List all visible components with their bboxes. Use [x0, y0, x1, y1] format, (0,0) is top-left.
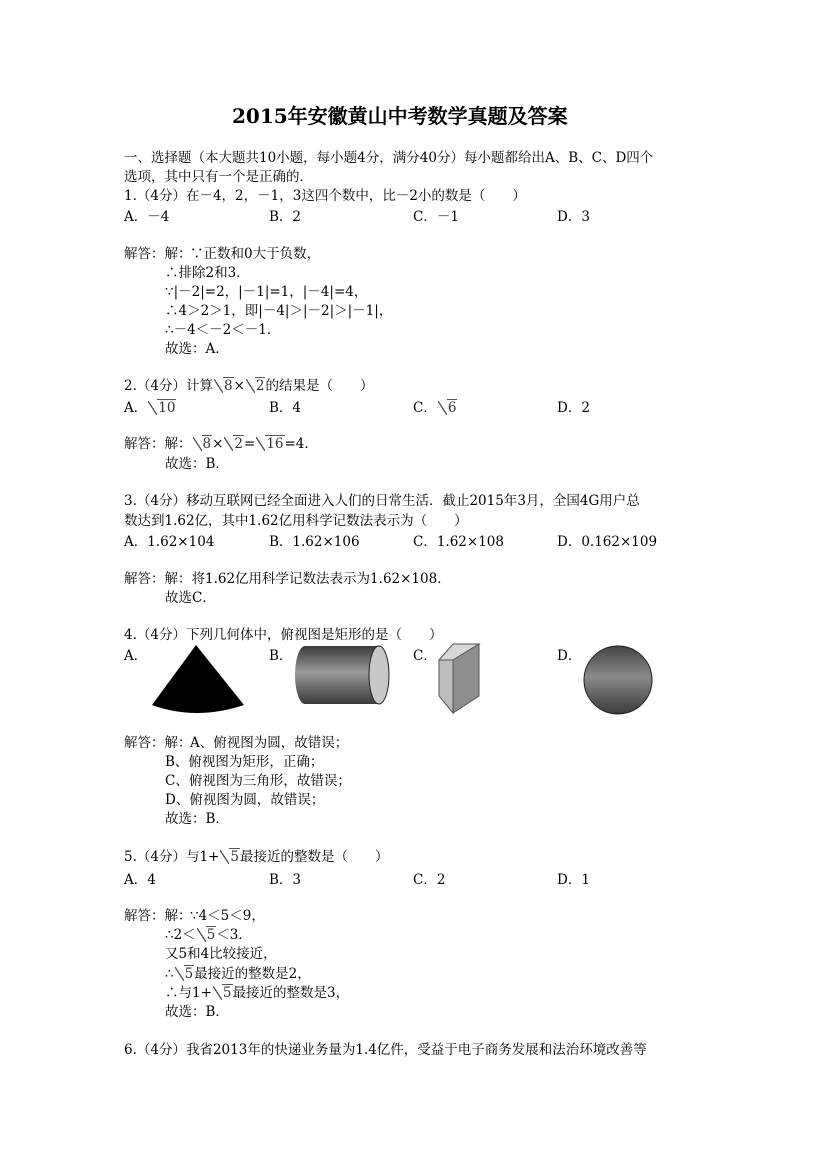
sqrt-symbol: [224, 435, 244, 453]
sphere-figure: [581, 644, 655, 718]
q5-line5-suffix: 最接近的整数是3，: [232, 985, 350, 1001]
q4-answer-line5: 故选：B．: [165, 811, 229, 827]
section-intro-line2: 选项，其中只有一个是正确的．: [124, 169, 313, 185]
q1-answer-line5: ∴－4＜－2＜－1．: [165, 322, 281, 338]
q4-option-d: D．: [557, 648, 582, 664]
q5-line2-radicand: 5: [206, 927, 216, 943]
q5-answer-line3: 又5和4比较接近，: [165, 946, 277, 962]
q1-option-b: B．2: [269, 209, 302, 225]
q3-stem-line1: 3.（4分）移动互联网已经全面进入人们的日常生活．截止2015年3月，全国4G用户总: [124, 493, 640, 509]
q5-line5-radicand: 5: [222, 985, 232, 1001]
sqrt-symbol: [220, 848, 240, 866]
q3-stem-line2: 数达到1.62亿，其中1.62亿用科学记数法表示为（ ）: [124, 513, 468, 529]
q5-line4-radicand: 5: [184, 966, 194, 982]
q2-option-a: [124, 399, 176, 417]
q2-stem: [124, 377, 373, 395]
q4-answer-line2: B、俯视图为矩形，正确；: [165, 754, 324, 770]
q4-answer-label: 解答：解：: [124, 735, 192, 751]
q2-option-d: D．2: [557, 400, 590, 416]
q5-line4-prefix: ∴: [165, 966, 174, 982]
q1-answer-line3: ∵|－2|=2，|－1|=1，|－4|=4，: [165, 284, 368, 300]
q4-option-a: A．: [124, 648, 148, 664]
q2-option-a-label: A．: [124, 400, 148, 416]
q3-option-d: D．0.162×109: [557, 534, 658, 550]
q2-radicand-1: 8: [223, 378, 233, 394]
q1-option-a: A．－4: [124, 209, 170, 225]
q1-option-d: D．3: [557, 209, 590, 225]
q2-stem-suffix: 的结果是（ ）: [265, 378, 374, 394]
sqrt-symbol: [256, 435, 284, 453]
q5-answer-line5: [165, 984, 349, 1002]
sqrt-symbol: [175, 965, 195, 983]
q3-answer-line1: 解答：解：将1.62亿用科学记数法表示为1.62×108．: [124, 571, 451, 587]
q3-option-b: B．1.62×106: [269, 534, 360, 550]
section-intro-line1: 一、选择题（本大题共10小题，每小题4分，满分40分）每小题都给出A、B、C、D四个: [124, 150, 654, 166]
q5-line2-suffix: ＜3．: [216, 927, 252, 943]
q2-answer-label: 解答：解：: [124, 436, 192, 452]
q5-answer-line4: [165, 965, 311, 983]
q5-answer-line1: ∵4＜5＜9，: [190, 908, 265, 924]
q1-answer-line4: ∴4＞2＞1，即|－4|＞|－2|＞|－1|，: [165, 303, 393, 319]
q5-radicand: 5: [230, 849, 239, 865]
q5-stem: [124, 848, 388, 866]
q3-option-c: C．1.62×108: [413, 534, 504, 550]
q5-stem-suffix: 最接近的整数是（ ）: [239, 849, 389, 865]
q1-answer-line1: ∵正数和0大于负数，: [190, 246, 321, 262]
q1-answer-label: 解答：解：: [124, 246, 192, 262]
q2-option-a-radicand: 10: [158, 400, 176, 416]
q5-option-c: C．2: [413, 872, 446, 888]
q4-answer-line1: A、俯视图为圆，故错误；: [190, 735, 349, 751]
q2-answer-radicand-2: 2: [234, 436, 243, 452]
q2-stem-prefix: 2.（4分）计算: [124, 378, 213, 394]
q1-answer-line6: 故选：A．: [165, 341, 229, 357]
q2-option-b: B．4: [269, 400, 302, 416]
cone-figure: [148, 643, 248, 718]
q2-option-c-label: C．: [413, 400, 437, 416]
sqrt-symbol: [148, 399, 176, 417]
q3-answer-line2: 故选C．: [165, 590, 216, 606]
q4-option-b: B．: [269, 648, 293, 664]
q4-stem: 4.（4分）下列几何体中，俯视图是矩形的是（ ）: [124, 627, 443, 643]
q1-stem: 1.（4分）在－4，2，－1，3这四个数中，比－2小的数是（ ）: [124, 188, 526, 204]
sqrt-symbol: [213, 984, 233, 1002]
sqrt-symbol: [197, 926, 217, 944]
q5-option-b: B．3: [269, 872, 302, 888]
q2-option-c: [413, 399, 457, 417]
q5-option-d: D．1: [557, 872, 590, 888]
page-title: 2015年安徽黄山中考数学真题及答案: [232, 104, 568, 128]
q5-line4-suffix: 最接近的整数是2，: [194, 966, 311, 982]
q6-stem: 6.（4分）我省2013年的快递业务量为1.4亿件，受益于电子商务发展和法治环境改善等: [124, 1042, 647, 1058]
q2-answer-equals: =: [244, 436, 256, 452]
sqrt-symbol: [246, 377, 266, 395]
q2-option-c-radicand: 6: [447, 400, 457, 416]
q4-answer-line3: C、俯视图为三角形，故错误；: [165, 773, 351, 789]
q3-option-a: A．1.62×104: [124, 534, 215, 550]
q1-answer-line2: ∴排除2和3．: [165, 265, 250, 281]
q5-answer-label: 解答：解：: [124, 908, 192, 924]
q1-option-c: C．－1: [413, 209, 459, 225]
q2-answer-radicand-1: 8: [202, 436, 212, 452]
sqrt-symbol: [193, 435, 213, 453]
q2-radicand-2: 2: [255, 378, 265, 394]
cylinder-figure: [293, 643, 393, 708]
q5-line2-prefix: ∴2＜: [165, 927, 196, 943]
q2-answer-line2: 故选：B．: [165, 456, 229, 472]
prism-figure: [435, 640, 490, 718]
q5-option-a: A．4: [124, 872, 156, 888]
q5-answer-line6: 故选：B．: [165, 1004, 229, 1020]
q2-answer-result: =4．: [284, 436, 318, 452]
q5-line5-prefix: ∴与1+: [165, 985, 212, 1001]
q4-answer-line4: D、俯视图为圆，故错误；: [165, 792, 325, 808]
sqrt-symbol: [438, 399, 458, 417]
sqrt-symbol: [214, 377, 234, 395]
q2-answer-times: ×: [212, 436, 224, 452]
q5-answer-line2: [165, 926, 252, 944]
q5-stem-prefix: 5.（4分）与1+: [124, 849, 220, 865]
q2-answer-radicand-3: 16: [266, 436, 284, 452]
q2-times-sign: ×: [233, 378, 245, 394]
q2-answer-line1: [124, 435, 318, 453]
q4-option-c: C．: [413, 648, 437, 664]
